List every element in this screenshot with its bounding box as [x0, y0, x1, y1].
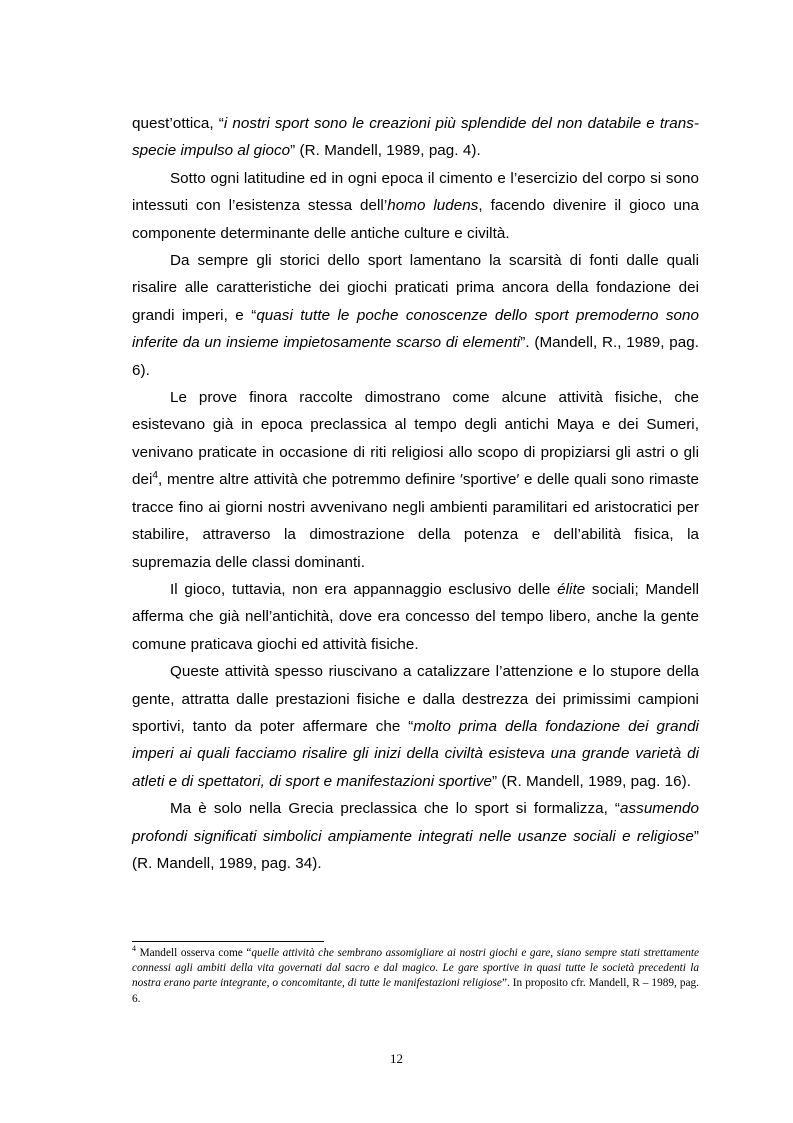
quote: i nostri sport sono le creazioni più splendide del non databile e trans-specie impulso al gioco	[132, 115, 699, 160]
paragraph-3: Da sempre gli storici dello sport lamentano la scarsità di fonti dalle quali risalire alle caratteristiche dei giochi praticati prima ancora della fondazione dei grandi imperi, e “quasi tutte le poche conoscenze dello sport premoderno sono inferite da un insieme impietosamente scarso di elementi”. (Mandell, R., 1989, pag. 6).	[132, 252, 700, 379]
emphasis: élite	[557, 580, 586, 598]
footnote-reference[interactable]: 4	[152, 470, 159, 482]
paragraph-5: Il gioco, tuttavia, non era appannaggio esclusivo delle élite sociali; Mandell afferma che già nell’antichità, dove era concesso del tempo libero, anche la gente comune praticava giochi ed attività fisiche.	[132, 580, 700, 653]
quote: assumendo profondi significati simbolici ampiamente integrati nelle usanze sociali e religiose	[132, 800, 699, 845]
paragraph-7: Ma è solo nella Grecia preclassica che lo sport si formalizza, “assumendo profondi significati simbolici ampiamente integrati nelle usanze sociali e religiose” (R. Mandell, 1989, pag. 34).	[132, 800, 699, 872]
paragraph-6: Queste attività spesso riuscivano a catalizzare l’attenzione e lo stupore della gente, attratta dalle prestazioni fisiche e dalla destrezza dei primissimi campioni sportivi, tanto da poter affermare che “molto prima della fondazione dei grandi imperi ai quali facciamo risalire gli inizi della civiltà esisteva una grande varietà di atleti e di spettatori, di sport e manifestazioni sportive” (R. Mandell, 1989, pag. 16).	[132, 663, 699, 790]
paragraph-2: Sotto ogni latitudine ed in ogni epoca il cimento e l’esercizio del corpo si sono intessuti con l’esistenza stessa dell’homo ludens, facendo divenire il gioco una componente determinante delle antiche culture e civiltà.	[132, 169, 700, 242]
footnote-quote: quelle attività che sembrano assomigliare ai nostri giochi e gare, siano sempre stati strettamente connessi agli ambiti della vita governati dal sacro e dal magico. Le gare sportive in quasi tutte le società precedenti la nostra erano parte integrante, o concomitante, di tutte le manifestazioni religiose	[132, 947, 699, 990]
quote: molto prima della fondazione dei grandi imperi ai quali facciamo risalire gli inizi della civiltà esisteva una grande varietà di atleti e di spettatori, di sport e manifestazioni sportive	[132, 717, 699, 790]
paragraph-4: Le prove finora raccolte dimostrano come alcune attività fisiche, che esistevano già in epoca preclassica al tempo degli antichi Maya e dei Sumeri, venivano praticate in occasione di riti religiosi allo scopo di propiziarsi gli astri o gli dei$^4$, mentre altre attività che potremmo definire ′sportive′ e delle quali sono rimaste tracce fino ai giorni nostri avvenivano negli ambienti paramilitari ed aristocratici per stabilire, attraverso la dimostrazione della potenza e dell’abilità fisica, la supremazia delle classi dominanti.	[132, 389, 699, 571]
page-number: 12	[390, 1051, 403, 1066]
body-text	[132, 110, 699, 877]
emphasis: homo ludens	[387, 197, 479, 215]
footnote: $^4$ Mandell osserva come “quelle attività che sembrano assomigliare ai nostri giochi e gare, siano sempre stati strettamente connessi agli ambiti della vita governati dal sacro e dal magico. Le gare sportive in quasi tutte le società precedenti la nostra erano parte integrante, o concomitante, di tutte le manifestazioni religiose”. In proposito cfr. Mandell, R – 1989, pag. 6.	[132, 944, 699, 1005]
footnote-separator	[132, 941, 324, 942]
paragraph-1: quest’ottica, “i nostri sport sono le creazioni più splendide del non databile e trans-specie impulso al gioco” (R. Mandell, 1989, pag. 4).	[132, 115, 699, 160]
quote: quasi tutte le poche conoscenze dello sport premoderno sono inferite da un insieme impietosamente scarso di elementi	[132, 306, 700, 352]
footnote-number: 4	[132, 944, 136, 954]
